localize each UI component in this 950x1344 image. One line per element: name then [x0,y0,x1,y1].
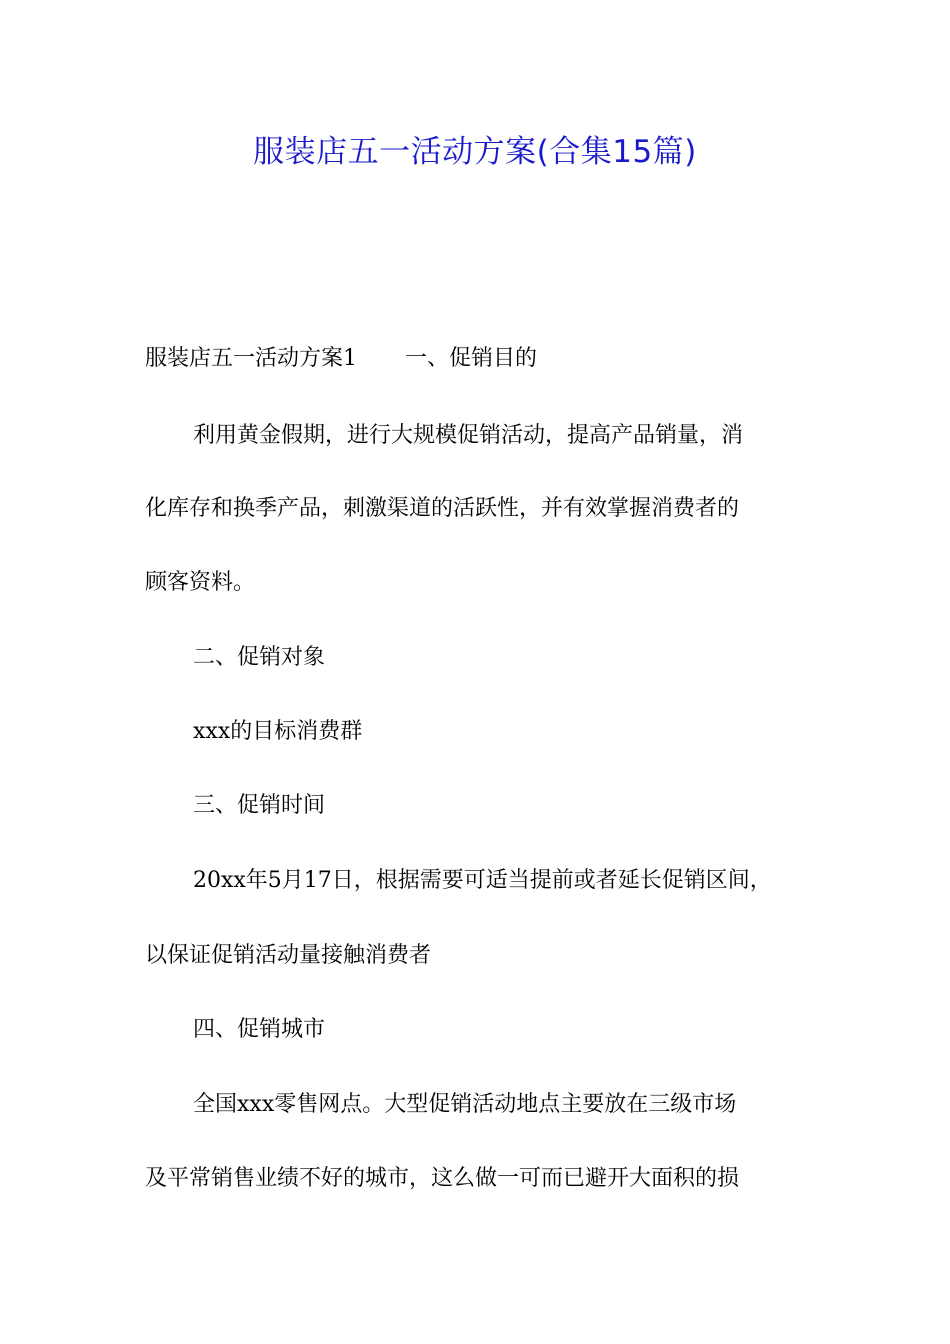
paragraph-line: 全国xxx零售网点。大型促销活动地点主要放在三级市场 [193,1092,737,1117]
paragraph-line: 及平常销售业绩不好的城市，这么做一可而已避开大面积的损 [145,1166,740,1191]
paragraph-line: 20xx年5月17日，根据需要可适当提前或者延长促销区间， [193,868,772,893]
subsection-heading: 三、促销时间 [193,793,326,818]
paragraph-line: 以保证促销活动量接触消费者 [145,943,432,968]
subsection-heading: 一、促销目的 [405,346,538,371]
section-heading-row [145,344,815,374]
subsection-heading: 四、促销城市 [193,1017,326,1042]
section-heading: 服装店五一活动方案1 [145,346,357,371]
subsection-heading: 二、促销对象 [193,645,326,670]
paragraph-line: 顾客资料。 [145,570,256,595]
paragraph-line: 化库存和换季产品，刺激渠道的活跃性，并有效掌握消费者的 [145,496,740,521]
paragraph-line: xxx的目标消费群 [193,719,363,744]
document-title: 服装店五一活动方案(合集15篇) [253,134,697,170]
paragraph-line: 利用黄金假期，进行大规模促销活动，提高产品销量，消 [193,423,744,448]
